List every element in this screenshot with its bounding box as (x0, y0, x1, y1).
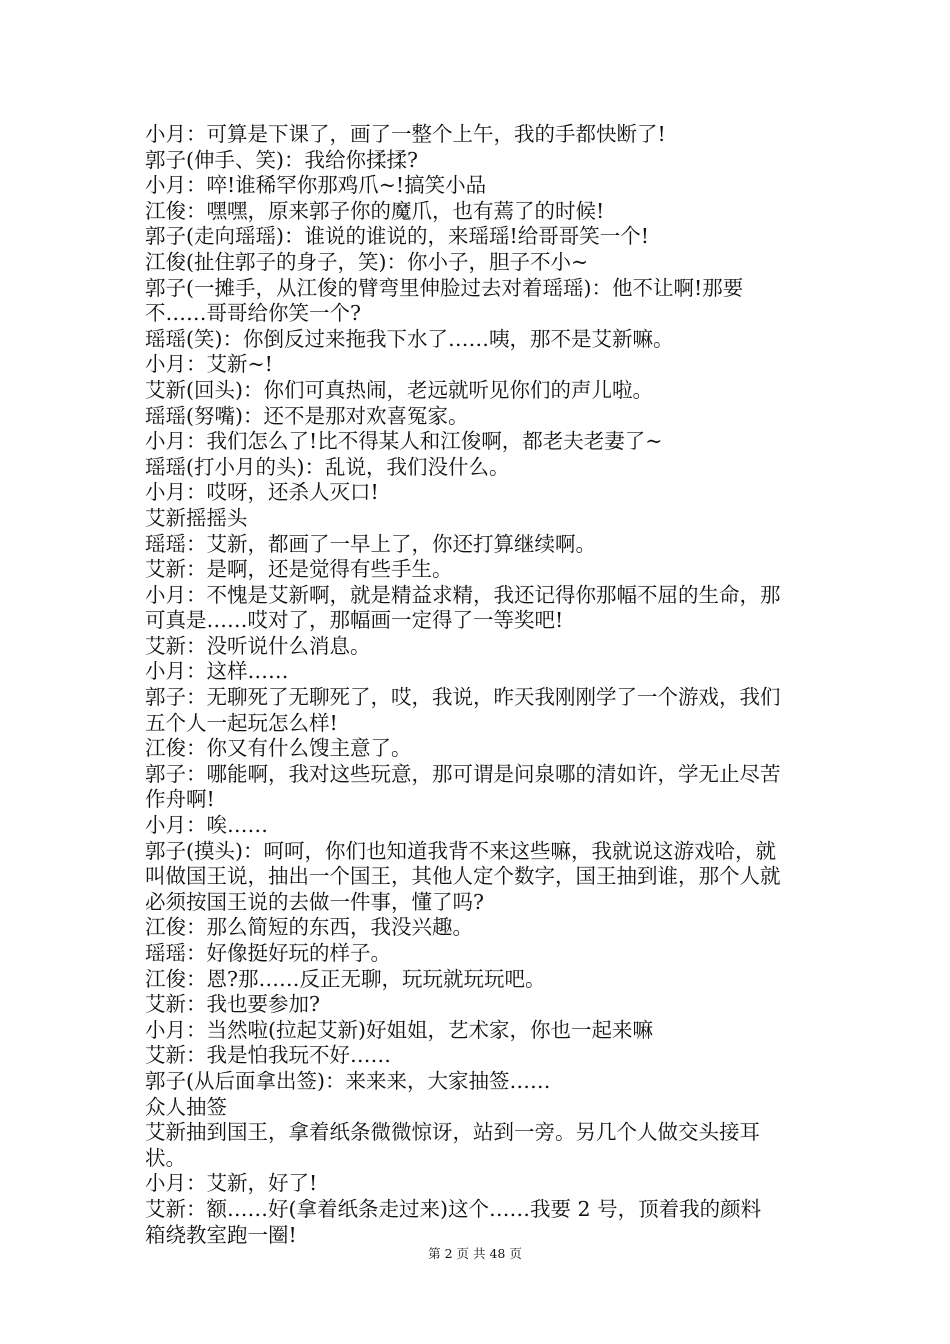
text-line: 箱绕教室跑一圈! (145, 1222, 297, 1247)
text-line: 状。 (145, 1145, 186, 1170)
text-line: 郭子(伸手、笑)：我给你揉揉? (145, 147, 418, 172)
text-line: 小月：艾新，好了! (145, 1171, 318, 1196)
text-line: 郭子(摸头)：呵呵，你们也知道我背不来这些嘛，我就说这游戏哈，就 (145, 838, 776, 863)
page-number-label: 第 2 页 共 48 页 (428, 1246, 522, 1261)
text-line: 艾新：额……好(拿着纸条走过来)这个……我要 2 号，顶着我的颜料 (145, 1196, 762, 1221)
text-line: 瑶瑶(努嘴)：还不是那对欢喜冤家。 (145, 403, 469, 428)
text-line: 郭子(一摊手，从江俊的臂弯里伸脸过去对着瑶瑶)：他不让啊!那要 (145, 275, 744, 300)
text-line: 郭子(从后面拿出签)：来来来，大家抽签…… (145, 1068, 551, 1093)
text-line: 艾新抽到国王，拿着纸条微微惊讶，站到一旁。另几个人做交头接耳 (145, 1120, 760, 1145)
text-line: 小月：唉…… (145, 813, 268, 838)
text-line: 瑶瑶(打小月的头)：乱说，我们没什么。 (145, 454, 510, 479)
text-line: 不……哥哥给你笑一个? (145, 301, 361, 326)
text-line: 可真是……哎对了，那幅画一定得了一等奖吧! (145, 608, 564, 633)
text-line: 小月：啐!谁稀罕你那鸡爪~!搞笑小品 (145, 173, 487, 198)
text-line: 小月：艾新~! (145, 352, 273, 377)
text-line: 瑶瑶：好像挺好玩的样子。 (145, 941, 391, 965)
text-line: 作舟啊! (145, 787, 215, 812)
text-line: 郭子：哪能啊，我对这些玩意，那可谓是问泉哪的清如许，学无止尽苦 (145, 761, 781, 786)
text-line: 必须按国王说的去做一件事，懂了吗? (145, 889, 484, 914)
text-line: 艾新：是啊，还是觉得有些手生。 (145, 557, 453, 582)
text-line: 小月：当然啦(拉起艾新)好姐姐，艺术家，你也一起来嘛 (145, 1017, 653, 1042)
text-line: 艾新：我是怕我玩不好…… (145, 1043, 391, 1068)
text-line: 艾新：我也要参加? (145, 992, 320, 1017)
document-body (145, 122, 810, 1248)
text-line: 郭子(走向瑶瑶)：谁说的谁说的，来瑶瑶!给哥哥笑一个! (145, 224, 649, 249)
text-line: 小月：不愧是艾新啊，就是精益求精，我还记得你那幅不屈的生命，那 (145, 582, 781, 607)
text-line: 小月：我们怎么了!比不得某人和江俊啊，都老夫老妻了~ (145, 429, 663, 454)
text-line: 江俊(扯住郭子的身子，笑)：你小子，胆子不小~ (145, 249, 589, 274)
text-line: 江俊：嘿嘿，原来郭子你的魔爪，也有蔫了的时候! (145, 198, 605, 223)
text-line: 艾新：没听说什么消息。 (145, 633, 371, 658)
text-line: 众人抽签 (145, 1094, 227, 1119)
text-line: 艾新摇摇头 (145, 505, 248, 530)
text-line: 瑶瑶：艾新，都画了一早上了，你还打算继续啊。 (145, 531, 596, 556)
text-line: 瑶瑶(笑)：你倒反过来拖我下水了……咦，那不是艾新嘛。 (145, 326, 674, 351)
text-line: 叫做国王说，抽出一个国王，其他人定个数字，国王抽到谁，那个人就 (145, 864, 781, 889)
text-line: 江俊：恩?那……反正无聊，玩玩就玩玩吧。 (145, 966, 546, 991)
text-line: 小月：这样…… (145, 659, 289, 684)
text-line: 江俊：那么简短的东西，我没兴趣。 (145, 915, 473, 940)
text-line: 五个人一起玩怎么样! (145, 710, 338, 735)
text-line: 郭子：无聊死了无聊死了，哎，我说，昨天我刚刚学了一个游戏，我们 (145, 685, 781, 710)
text-line: 小月：哎呀，还杀人灭口! (145, 480, 379, 505)
text-line: 艾新(回头)：你们可真热闹，老远就听见你们的声儿啦。 (145, 377, 653, 402)
page-footer (0, 1246, 950, 1262)
text-line: 江俊：你又有什么馊主意了。 (145, 736, 412, 761)
text-line: 小月：可算是下课了，画了一整个上午，我的手都快断了! (145, 122, 666, 146)
